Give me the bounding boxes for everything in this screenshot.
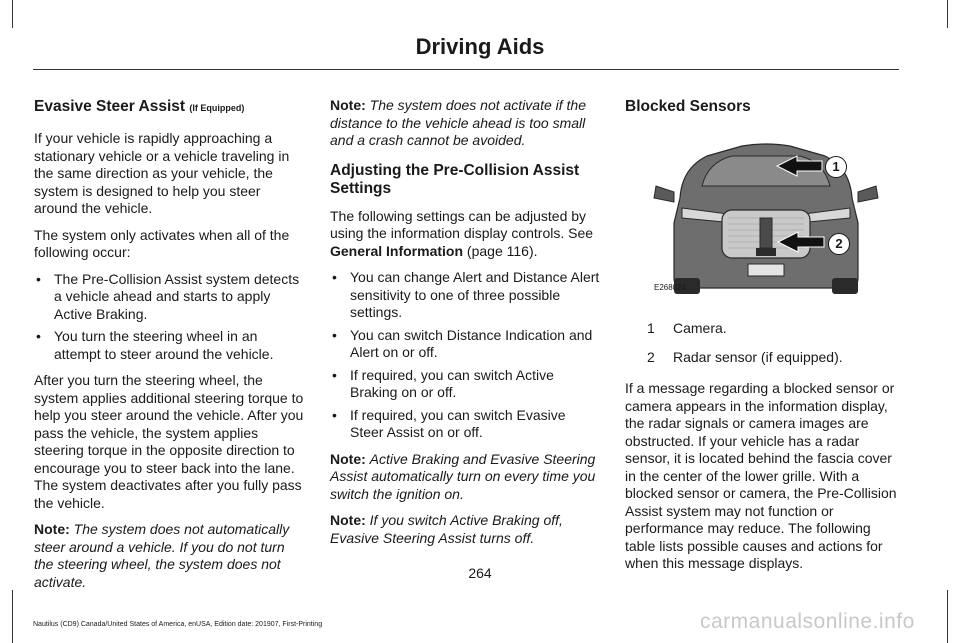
crop-mark xyxy=(947,590,948,643)
paragraph: If a message regarding a blocked sensor or camera appears in the information display, the radar signals or camera images are obstructed. If your vehicle has a radar sensor, it is located behind the fascia cover in the center of the lower grille. With a blocked sensor or camera, the Pre-Collision Assist system may not function or performance may reduce. The following table lists possible causes and actions for when this message displays. xyxy=(625,380,897,571)
page-number: 264 xyxy=(468,565,492,581)
paragraph: The system only activates when all of the following occur: xyxy=(34,226,290,260)
figure-legend xyxy=(625,320,897,366)
list-item: • You can switch Distance Indication and Alert on or off. xyxy=(332,326,593,360)
bullet-list xyxy=(34,271,306,364)
note: Note: If you switch Active Braking off, Evasive Steering Assist turns off. xyxy=(330,512,563,546)
section-heading-adjusting-settings: Adjusting the Pre-Collision Assist Settings xyxy=(330,161,580,197)
figure-id: E268024 xyxy=(654,282,687,292)
list-item: • You can change Alert and Distance Alert sensitivity to one of three possible settings. xyxy=(332,269,600,320)
callout-1: 1 xyxy=(825,156,847,178)
crop-mark xyxy=(947,0,948,28)
header-divider xyxy=(33,69,899,70)
watermark: carmanualsonline.info xyxy=(700,610,915,633)
paragraph: The following settings can be adjusted by using the information display controls. See General Information (page 116). xyxy=(330,207,594,259)
legend-row: 2 Radar sensor (if equipped). xyxy=(647,348,843,365)
column-right xyxy=(625,97,897,582)
list-item: • You turn the steering wheel in an attempt to steer around the vehicle. xyxy=(36,328,274,362)
footer-edition: Nautilus (CD9) Canada/United States of America, enUSA, Edition date: 201907, First-Printing xyxy=(33,621,323,628)
note: Note: The system does not automatically steer around a vehicle. If you do not turn the steering wheel, the system does not activate. xyxy=(34,521,290,590)
note: Note: The system does not activate if the distance to the vehicle ahead is too small and a crash cannot be avoided. xyxy=(330,97,587,148)
crop-mark xyxy=(12,0,13,28)
vehicle-front-drawing xyxy=(652,128,880,298)
column-left xyxy=(34,97,306,600)
column-middle xyxy=(330,97,602,556)
list-item: • If required, you can switch Active Braking on or off. xyxy=(332,366,554,400)
heading-qualifier: (If Equipped) xyxy=(189,103,245,113)
cross-reference-link[interactable]: General Information xyxy=(330,242,464,259)
paragraph: If your vehicle is rapidly approaching a stationary vehicle or a vehicle traveling in the same direction as your vehicle, the system is designed to help you steer around the vehicle. xyxy=(34,130,290,216)
bullet-list xyxy=(330,269,602,442)
paragraph: After you turn the steering wheel, the system applies additional steering torque to help you steer around the vehicle. After you pass the vehicle, the system applies steering torque in the opposite direction to encourage you to steer back into the lane. The system deactivates after you fully pass the vehicle. xyxy=(34,372,304,511)
section-heading-blocked-sensors: Blocked Sensors xyxy=(625,98,751,115)
list-item: • If required, you can switch Evasive Steer Assist on or off. xyxy=(332,406,566,440)
crop-mark xyxy=(12,590,13,643)
page-title: Driving Aids xyxy=(415,34,545,59)
callout-2: 2 xyxy=(828,233,850,255)
section-heading-evasive-steer-assist: Evasive Steer Assist (If Equipped) xyxy=(34,98,245,115)
vehicle-front-illustration xyxy=(652,128,880,298)
list-item: • The Pre-Collision Assist system detects a vehicle ahead and starts to apply Active Braking. xyxy=(36,270,300,322)
legend-row: 1 Camera. xyxy=(647,320,727,336)
note: Note: Active Braking and Evasive Steering Assist automatically turn on every time you switch the ignition on. xyxy=(330,450,596,502)
